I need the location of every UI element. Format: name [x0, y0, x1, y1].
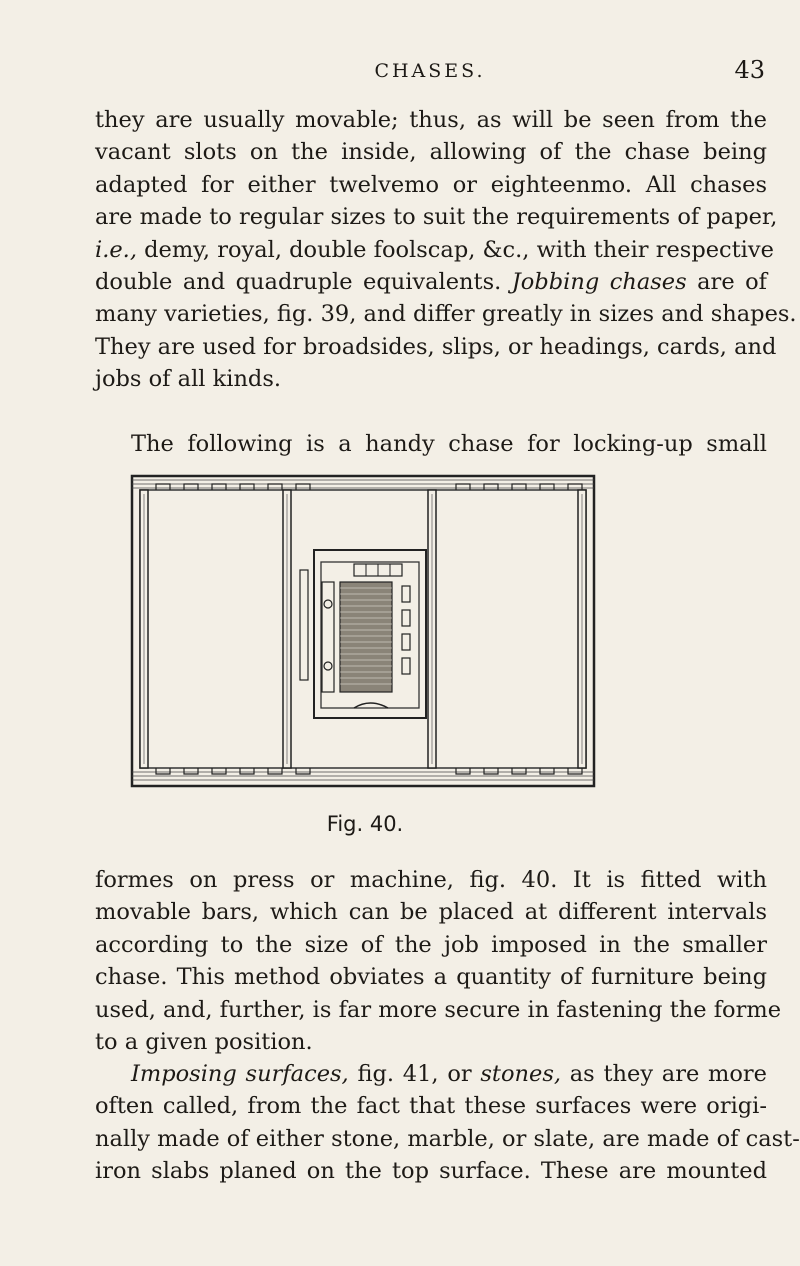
text-line: jobs of all kinds. [95, 366, 282, 393]
text-line: vacant slots on the inside, allowing of the chase being [95, 139, 767, 166]
text-line: formes on press or machine, fig. 40. It is fitted with [95, 867, 767, 893]
text-line: movable bars, which can be placed at different intervals [95, 899, 767, 926]
text-line: iron slabs planed on the top surface. These are mounted [95, 1158, 767, 1185]
text-line [95, 234, 774, 266]
text-line: used, and, further, is far more secure in fastening the forme [95, 996, 782, 1023]
text-line: The following is a handy chase for locking-up small [131, 431, 767, 457]
text-line [95, 266, 767, 298]
italic-jobbing-chases: Jobbing chases [511, 269, 687, 296]
text-run: demy, royal, double foolscap, &c., with their respective [136, 236, 774, 263]
text-line: they are usually movable; thus, as will be seen from the [95, 107, 767, 133]
chase-illustration [126, 470, 601, 792]
italic-ie: i.e., [95, 236, 137, 263]
paragraph-imposing-surfaces [95, 1058, 800, 1188]
paragraph-formes-on-press [95, 864, 782, 1058]
page-number: 43 [734, 56, 765, 84]
text-run: double and quadruple equivalents. [95, 269, 512, 296]
running-head [95, 56, 765, 88]
figure-caption: Fig. 40. [326, 812, 404, 836]
text-line: many varieties, fig. 39, and differ greatly in sizes and shapes. [95, 301, 797, 328]
text-line: often called, from the fact that these surfaces were origi- [95, 1093, 767, 1120]
text-line: according to the size of the job imposed in the smaller [95, 931, 767, 958]
text-line: They are used for broadsides, slips, or headings, cards, and [95, 333, 777, 360]
paragraph-handy-chase [95, 428, 767, 460]
text-line [95, 1058, 767, 1090]
text-run: fig. 41, or [348, 1061, 481, 1087]
text-line: adapted for either twelvemo or eighteenmo. All chases [95, 171, 767, 198]
text-line: chase. This method obviates a quantity of furniture being [95, 964, 767, 991]
running-title: CHASES. [374, 60, 486, 82]
paragraph-chases-sizes [95, 104, 797, 396]
italic-stones: stones, [480, 1061, 562, 1087]
italic-imposing-surfaces: Imposing surfaces, [131, 1061, 349, 1087]
text-line: to a given position. [95, 1029, 313, 1056]
text-run: are of [686, 269, 767, 296]
text-run: as they are more [561, 1061, 767, 1087]
text-line: are made to regular sizes to suit the requirements of paper, [95, 204, 778, 231]
text-line: nally made of either stone, marble, or slate, are made of cast- [95, 1125, 800, 1152]
